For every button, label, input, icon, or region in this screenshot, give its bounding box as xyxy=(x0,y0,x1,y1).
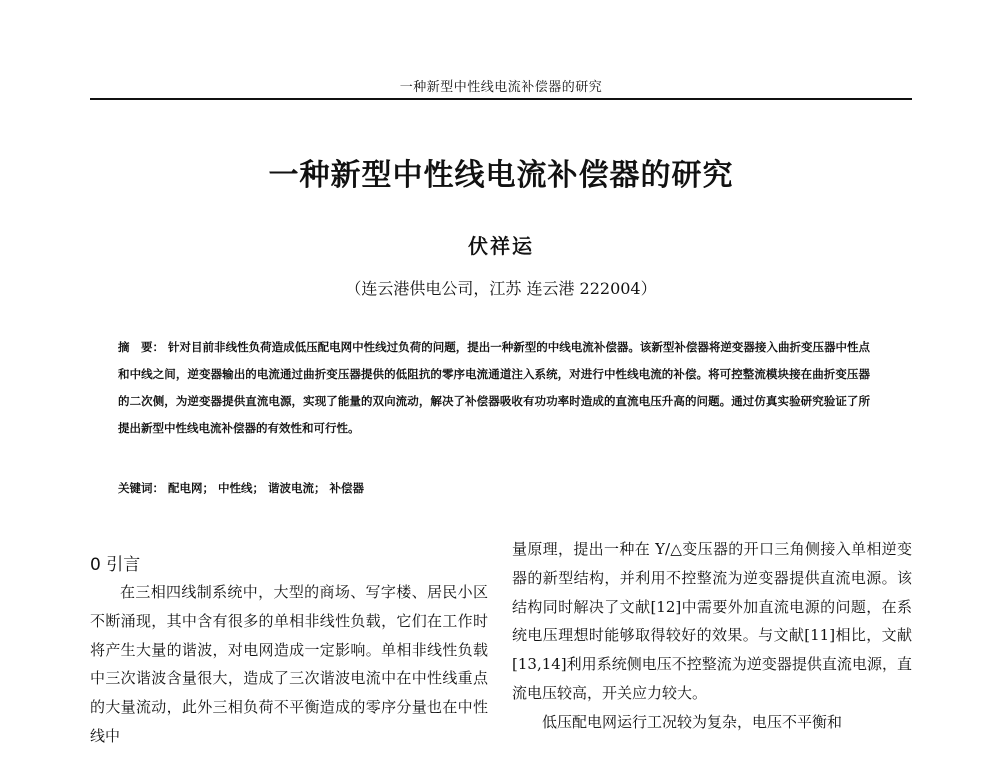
right-column xyxy=(512,535,912,737)
running-head: 一种新型中性线电流补偿器的研究 xyxy=(399,80,603,95)
abstract xyxy=(118,334,870,442)
paper-title: 一种新型中性线电流补偿器的研究 xyxy=(268,158,734,193)
keywords-label: 关键词： xyxy=(118,481,164,495)
body-paragraph: 低压配电网运行工况较为复杂，电压不平衡和 xyxy=(542,712,843,731)
abstract-label: 摘 要： xyxy=(118,340,165,354)
header-rule xyxy=(90,98,912,100)
body-paragraph: 量原理，提出一种在 Y/△变压器的开口三角侧接入单相逆变器的新型结构，并利用不控整流为逆变器提供直流电源。该结构同时解决了文献[12]中需要外加直流电源的问题，在系统电压理想时能够取得较好的效果。与文献[11]相比，文献[13,14]利用系统侧电压不控整流为逆变器提供直流电源，直流电压较高，开关应力较大。 xyxy=(512,540,912,702)
section-heading-introduction: 0 引言 xyxy=(90,555,141,575)
keywords-text: 配电网； 中性线； 谐波电流； 补偿器 xyxy=(168,481,365,495)
left-column xyxy=(90,578,488,751)
abstract-text: 针对目前非线性负荷造成低压配电网中性线过负荷的问题，提出一种新型的中线电流补偿器。该新型补偿器将逆变器接入曲折变压器中性点和中线之间，逆变器输出的电流通过曲折变压器提供的低阻抗的零序电流通道注入系统，对进行中性线电流的补偿。将可控整流模块接在曲折变压器的二次侧，为逆变器提供直流电源，实现了能量的双向流动，解决了补偿器吸收有功功率时造成的直流电压升高的问题。通过仿真实验研究验证了所提出新型中性线电流补偿器的有效性和可行性。 xyxy=(118,340,870,435)
author-affiliation: （连云港供电公司，江苏 连云港 222004） xyxy=(345,279,657,298)
body-paragraph: 在三相四线制系统中，大型的商场、写字楼、居民小区不断涌现，其中含有很多的单相非线性负载，它们在工作时将产生大量的谐波，对电网造成一定影响。单相非线性负载中三次谐波含量很大，造成了三次谐波电流中在中性线重点的大量流动，此外三相负荷不平衡造成的零序分量也在中性线中 xyxy=(90,583,488,745)
author-name: 伏祥运 xyxy=(468,234,534,258)
keywords xyxy=(118,480,870,496)
